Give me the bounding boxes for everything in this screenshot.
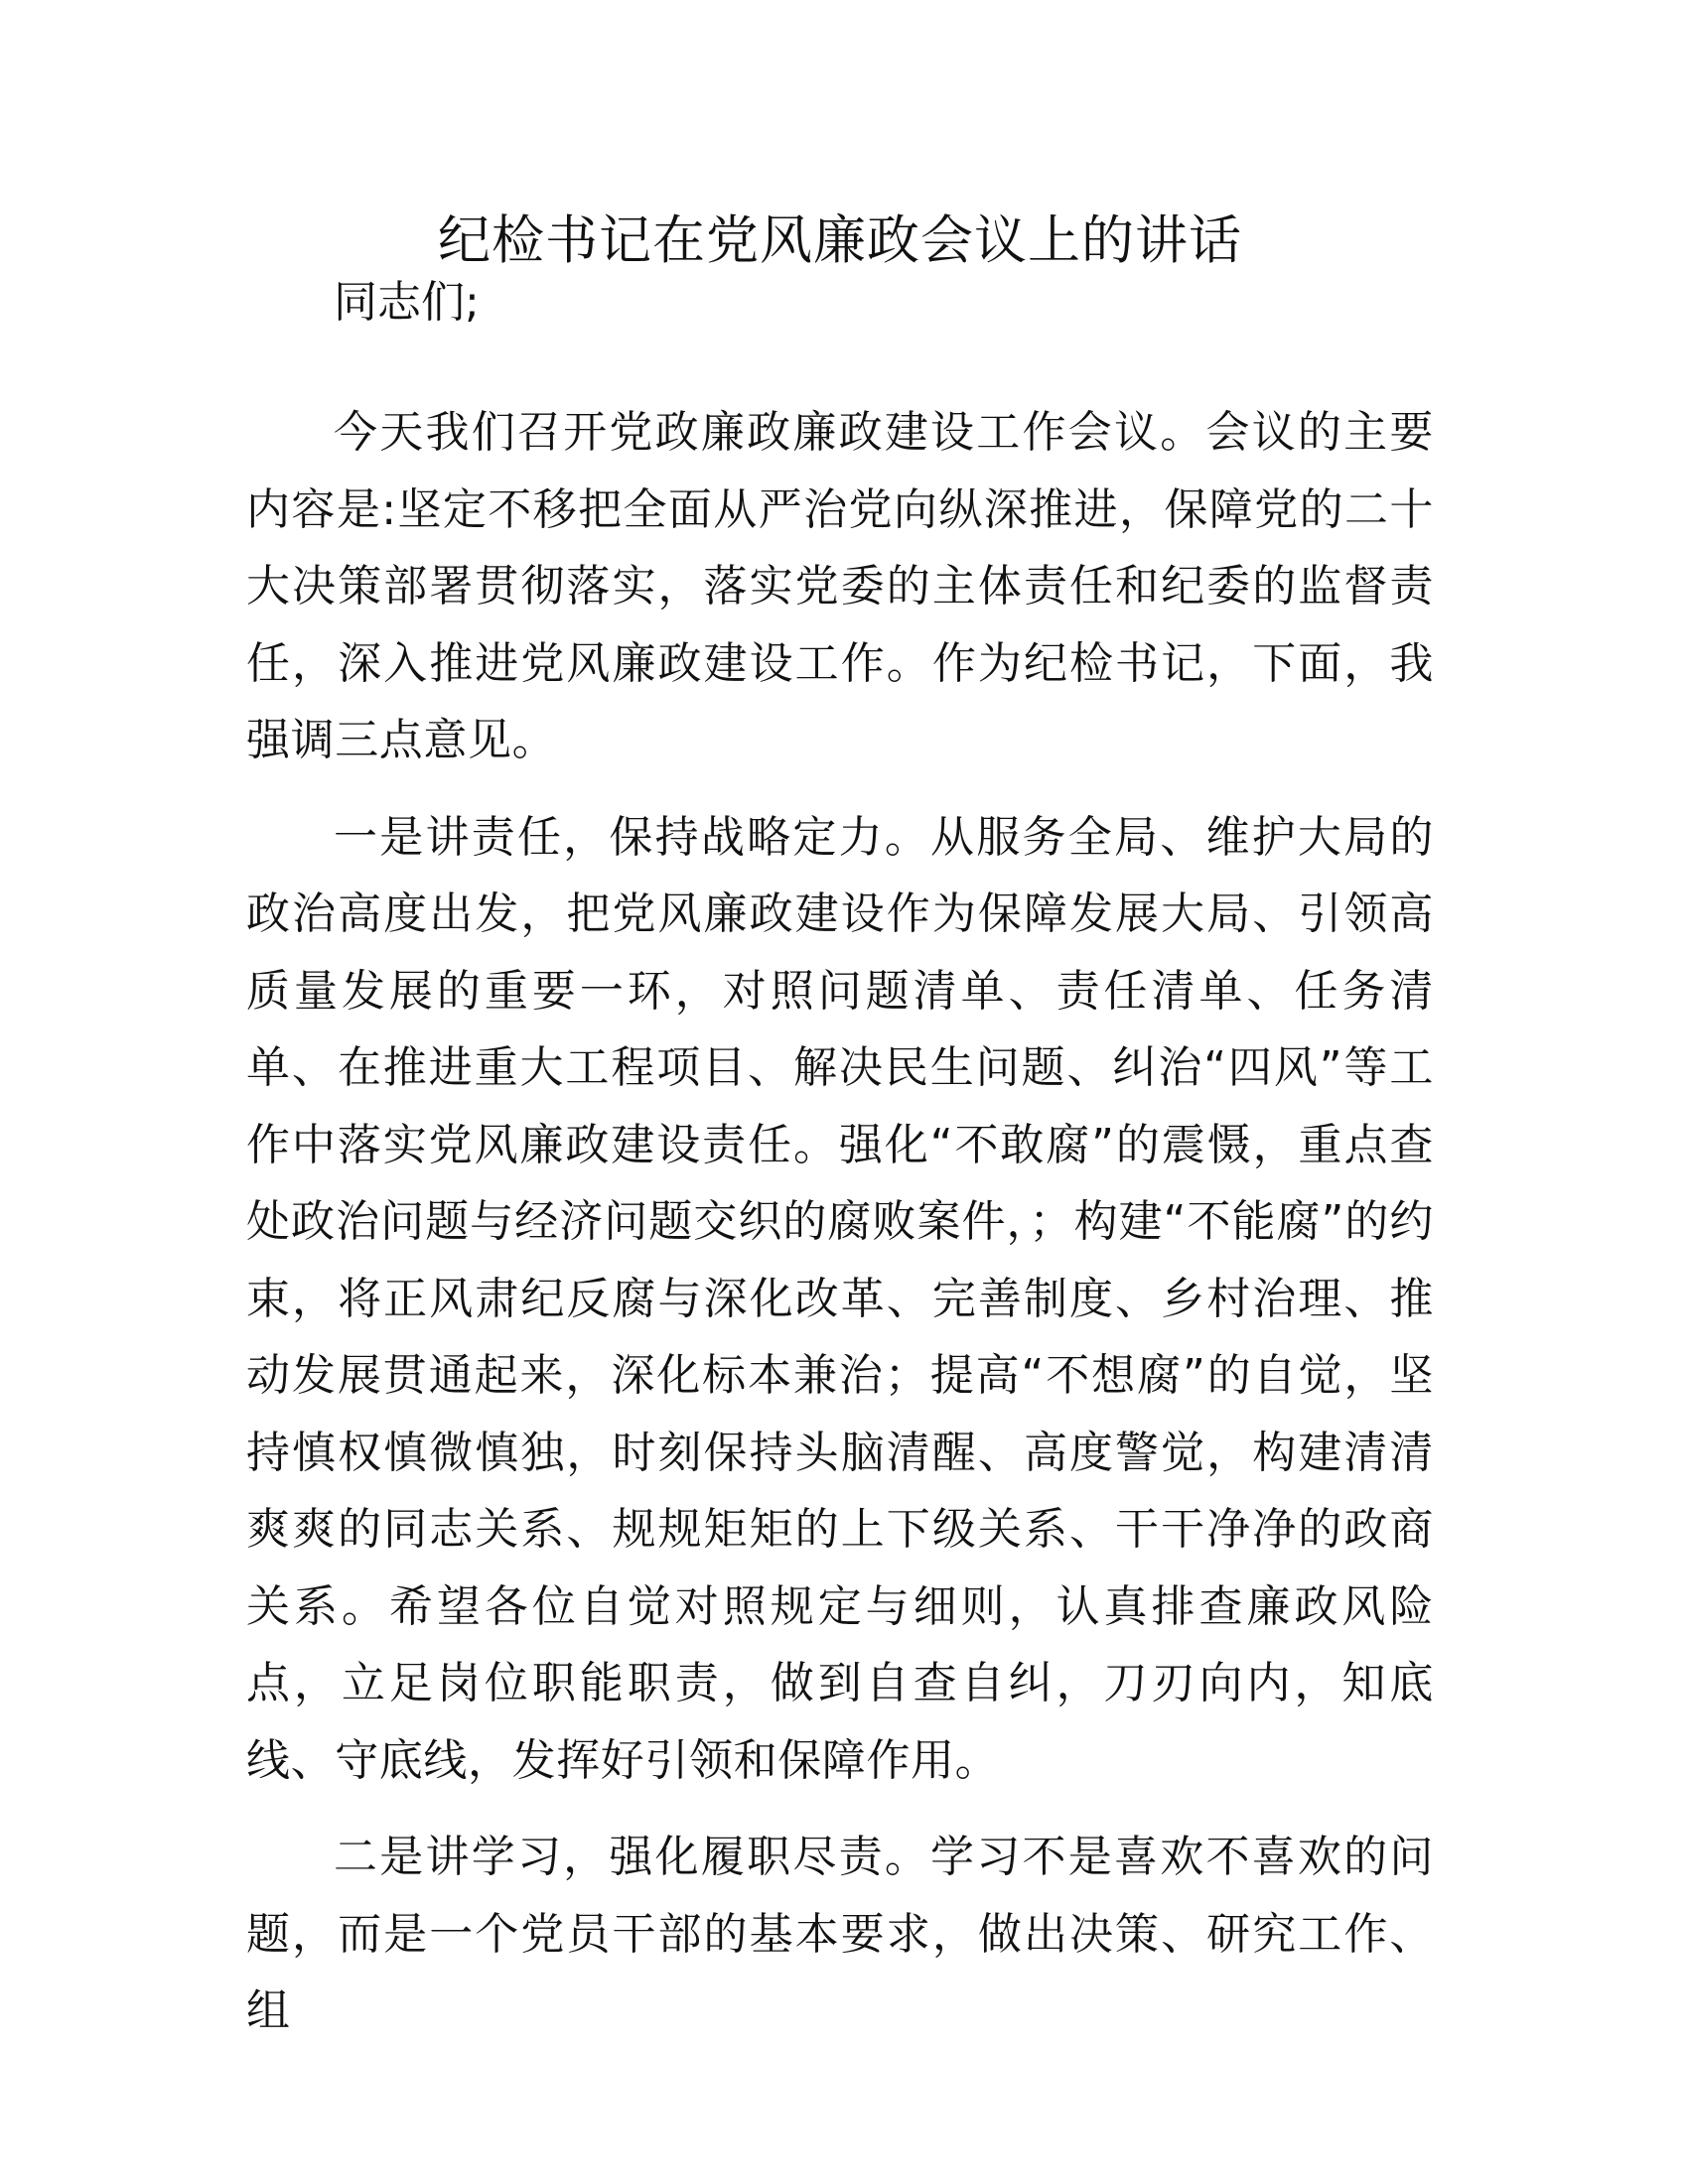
paragraph-opening: 今天我们召开党政廉政廉政建设工作会议。会议的主要内容是:坚定不移把全面从严治党向纵深推进，保障党的二十大决策部署贯彻落实，落实党委的主体责任和纪委的监督责任，深入推进党风廉政建设工作。作为纪检书记，下面，我强调三点意见。 [246, 407, 1434, 765]
paragraph-point-two: 二是讲学习，强化履职尽责。学习不是喜欢不喜欢的问题，而是一个党员干部的基本要求，做出决策、研究工作、组 [246, 1832, 1434, 2036]
document-body [246, 394, 1434, 2070]
document-title: 纪检书记在党风廉政会议上的讲话 [438, 210, 1242, 271]
salutation: 同志们; [334, 277, 480, 328]
paragraph-point-one: 一是讲责任，保持战略定力。从服务全局、维护大局的政治高度出发，把党风廉政建设作为保障发展大局、引领高质量发展的重要一环，对照问题清单、责任清单、任务清单、在推进重大工程项目、解决民生问题、纠治“四风”等工作中落实党风廉政建设责任。强化“不敢腐”的震慑，重点查处政治问题与经济问题交织的腐败案件，；构建“不能腐”的约束，将正风肃纪反腐与深化改革、完善制度、乡村治理、推动发展贯通起来，深化标本兼治；提高“不想腐”的自觉，坚持慎权慎微慎独，时刻保持头脑清醒、高度警觉，构建清清爽爽的同志关系、规规矩矩的上下级关系、干干净净的政商关系。希望各位自觉对照规定与细则，认真排查廉政风险点，立足岗位职能职责，做到自查自纠，刀刃向内，知底线、守底线，发挥好引领和保障作用。 [246, 811, 1434, 1786]
